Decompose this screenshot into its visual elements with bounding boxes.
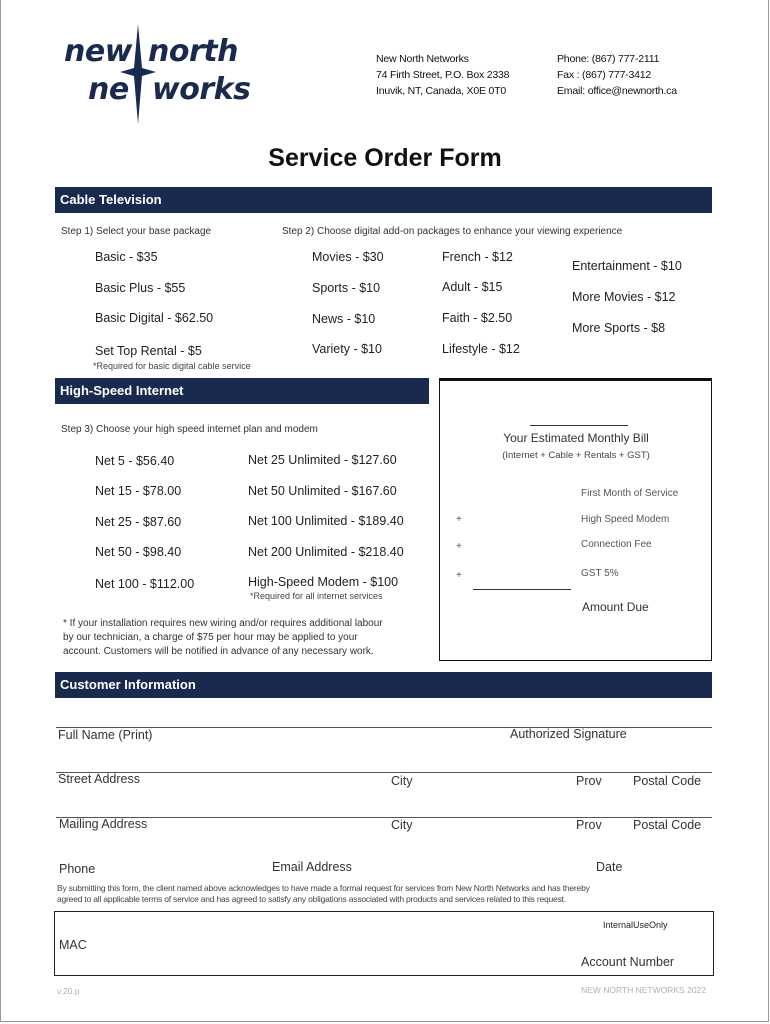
- logo-word-new: new: [64, 34, 132, 69]
- logo-word-works: works: [152, 72, 251, 107]
- internal-use-label: InternalUseOnly: [603, 920, 668, 930]
- internet-plan-option[interactable]: Net 200 Unlimited - $218.40: [248, 545, 404, 559]
- internet-plan-option[interactable]: Net 25 - $87.60: [95, 515, 182, 529]
- mailing-address-line[interactable]: [56, 817, 712, 818]
- bill-title-line: [530, 425, 628, 426]
- bill-title: Your Estimated Monthly Bill: [503, 431, 649, 445]
- internet-plan-option[interactable]: Net 100 - $112.00: [95, 577, 195, 591]
- addon-option[interactable]: Lifestyle - $12: [442, 342, 520, 356]
- customer-section-header: Customer Information: [55, 672, 712, 698]
- cable-step1: Step 1) Select your base package: [61, 226, 212, 237]
- postal-code-label: Postal Code: [633, 774, 702, 788]
- addon-option[interactable]: Faith - $2.50: [442, 311, 513, 325]
- bill-row-connection: Connection Fee: [581, 539, 652, 550]
- bill-amount-due: Amount Due: [582, 600, 649, 614]
- internet-plan-option[interactable]: Net 50 Unlimited - $167.60: [248, 484, 397, 498]
- addon-option[interactable]: More Sports - $8: [572, 321, 666, 335]
- modem-note: *Required for all internet services: [250, 591, 383, 601]
- internet-step3: Step 3) Choose your high speed internet plan and modem: [61, 424, 318, 435]
- logo-word-ne: ne: [88, 72, 129, 107]
- mailing-prov-label: Prov: [576, 818, 602, 832]
- bill-row-modem: High Speed Modem: [581, 514, 670, 525]
- signature-label: Authorized Signature: [510, 727, 627, 741]
- internet-plan-option[interactable]: Net 25 Unlimited - $127.60: [248, 453, 397, 467]
- bill-row-gst: GST 5%: [581, 568, 619, 579]
- plus-sign: +: [456, 514, 462, 525]
- page-title: Service Order Form: [268, 144, 502, 172]
- bill-row-first-month: First Month of Service: [581, 488, 679, 499]
- company-name: New North Networks: [376, 53, 469, 65]
- internet-plan-option[interactable]: Net 15 - $78.00: [95, 484, 182, 498]
- labour-note: * If your installation requires new wiring and/or requires additional labour by our technician, a charge of $75 per hour may be applied to your account. Customers will be notified in advance of any necessary work.: [63, 618, 383, 657]
- street-address-line[interactable]: [56, 772, 712, 773]
- phone-label: Phone: [59, 862, 96, 876]
- internet-plan-option[interactable]: Net 50 - $98.40: [95, 545, 182, 559]
- base-package-option[interactable]: Set Top Rental - $5: [95, 344, 202, 358]
- city-label: City: [391, 774, 413, 788]
- bill-subtitle: (Internet + Cable + Rentals + GST): [502, 450, 650, 461]
- addon-option[interactable]: News - $10: [312, 312, 376, 326]
- estimated-bill-box: [439, 378, 712, 661]
- company-address-line2: Inuvik, NT, Canada, X0E 0T0: [376, 85, 507, 97]
- mailing-postal-label: Postal Code: [633, 818, 702, 832]
- base-package-option[interactable]: Basic Plus - $55: [95, 281, 186, 295]
- set-top-note: *Required for basic digital cable service: [93, 361, 251, 371]
- company-fax: Fax : (867) 777-3412: [557, 69, 652, 81]
- addon-option[interactable]: More Movies - $12: [572, 290, 676, 304]
- email-label: Email Address: [272, 860, 352, 874]
- addon-option[interactable]: French - $12: [442, 250, 513, 264]
- cable-step2: Step 2) Choose digital add-on packages to enhance your viewing experience: [282, 226, 623, 237]
- mac-label: MAC: [59, 938, 87, 952]
- company-phone: Phone: (867) 777-2111: [557, 53, 660, 65]
- street-address-label: Street Address: [58, 772, 140, 786]
- logo-word-north: north: [148, 34, 238, 69]
- prov-label: Prov: [576, 774, 602, 788]
- addon-option[interactable]: Variety - $10: [312, 342, 382, 356]
- company-address-line1: 74 Firth Street, P.O. Box 2338: [376, 69, 510, 81]
- internet-plan-option[interactable]: Net 100 Unlimited - $189.40: [248, 514, 404, 528]
- company-contact: [557, 51, 677, 99]
- full-name-label: Full Name (Print): [58, 728, 153, 742]
- internet-plan-option[interactable]: Net 5 - $56.40: [95, 454, 175, 468]
- bill-total-line: [473, 589, 571, 590]
- company-email[interactable]: Email: office@newnorth.ca: [557, 85, 677, 97]
- addon-option[interactable]: Sports - $10: [312, 281, 381, 295]
- date-label: Date: [596, 860, 623, 874]
- mailing-address-label: Mailing Address: [59, 817, 148, 831]
- modem-option[interactable]: High-Speed Modem - $100: [248, 575, 399, 589]
- company-address: [376, 51, 509, 99]
- base-package-option[interactable]: Basic Digital - $62.50: [95, 311, 214, 325]
- addon-option[interactable]: Entertainment - $10: [572, 259, 682, 273]
- base-package-option[interactable]: Basic - $35: [95, 250, 158, 264]
- account-number-label: Account Number: [581, 955, 675, 969]
- addon-option[interactable]: Movies - $30: [312, 250, 384, 264]
- addon-option[interactable]: Adult - $15: [442, 280, 503, 294]
- mailing-city-label: City: [391, 818, 413, 832]
- version-label: v.20.p: [57, 986, 80, 996]
- plus-sign: +: [456, 570, 462, 581]
- disclaimer: By submitting this form, the client named above acknowledges to have made a formal request for services from New North Networks and has thereby agreed to all applicable terms of service and has agreed to satisfy any obligations associated with products and services related to this request.: [57, 883, 590, 904]
- footer-brand: NEW NORTH NETWORKS 2022: [581, 985, 707, 995]
- cable-section-header: Cable Television: [55, 187, 712, 213]
- plus-sign: +: [456, 541, 462, 552]
- internet-section-header: High-Speed Internet: [55, 378, 429, 404]
